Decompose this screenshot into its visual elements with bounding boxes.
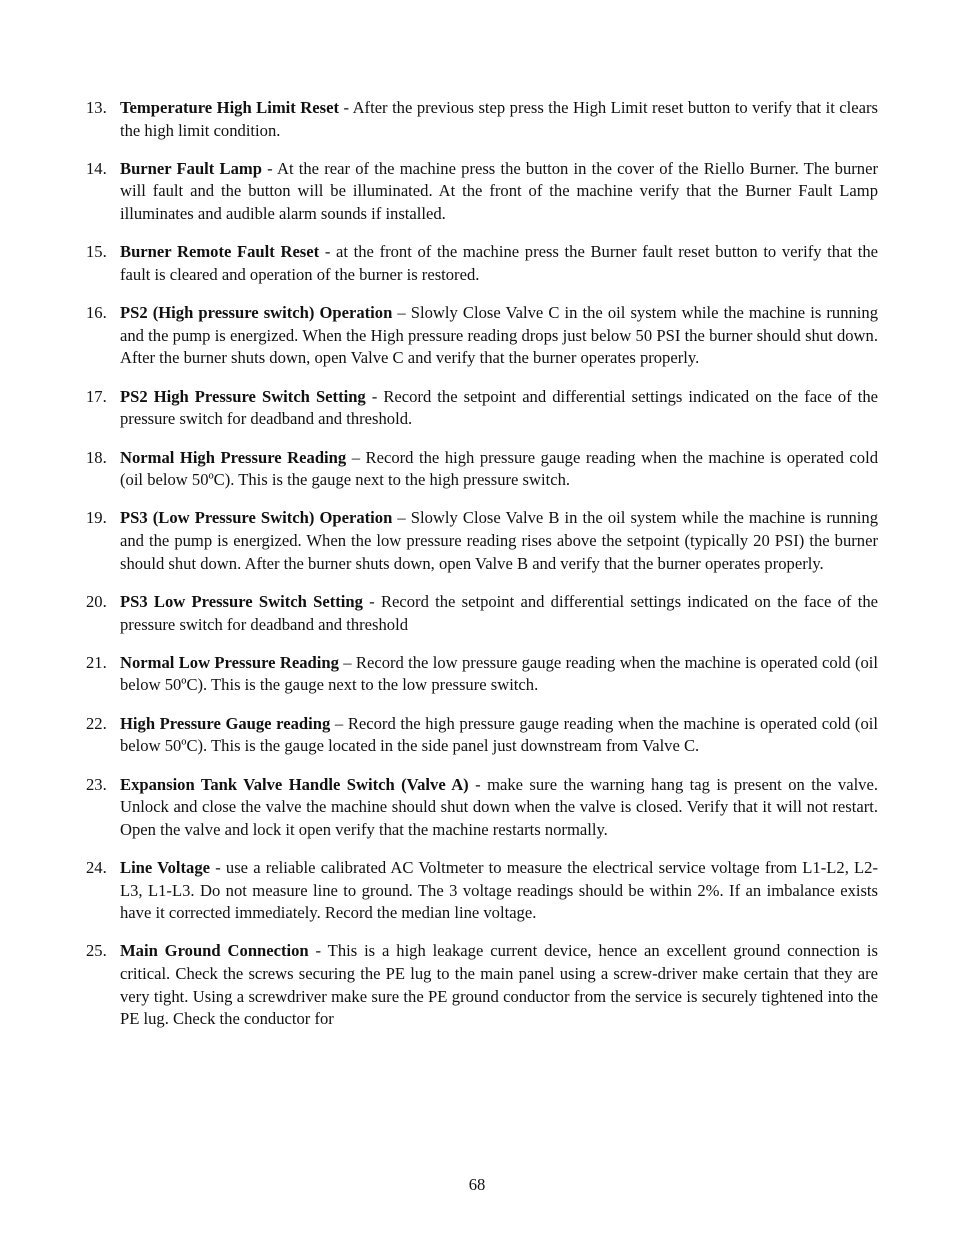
item-text: – Record the low pressure gauge reading when the machine is operated cold (oil below 50ºC). This is the gauge next to the low pressure switch. bbox=[120, 652, 878, 695]
item-number: 21. bbox=[86, 652, 107, 672]
item-text: - use a reliable calibrated AC Voltmeter to measure the electrical service voltage from L1-L2, L2-L3, L1-L3. Do not measure line to ground. The 3 voltage readings should be within 2%. If an imbalance exists have it corrected immediately. Record the median line voltage. bbox=[120, 858, 878, 923]
item-number: 24. bbox=[86, 858, 107, 877]
list-item bbox=[86, 158, 878, 226]
item-number: 19. bbox=[86, 508, 107, 528]
list-item bbox=[86, 97, 878, 142]
item-number: 23. bbox=[86, 774, 107, 794]
item-term: Main Ground Connection bbox=[120, 941, 309, 961]
item-text: – Record the high pressure gauge reading when the machine is operated cold (oil below 50ºC). This is the gauge next to the high pressure switch. bbox=[120, 447, 878, 490]
item-number: 14. bbox=[86, 158, 107, 178]
item-term: High Pressure Gauge reading bbox=[120, 713, 331, 733]
item-text: – Record the high pressure gauge reading when the machine is operated cold (oil below 50ºC). This is the gauge located in the side panel just downstream from Valve C. bbox=[120, 713, 878, 756]
list-item bbox=[86, 713, 878, 758]
item-text: - at the front of the machine press the Burner fault reset button to verify that the fault is cleared and operation of the burner is restored. bbox=[120, 242, 878, 284]
list-item bbox=[86, 652, 878, 697]
item-number: 15. bbox=[86, 242, 107, 262]
page-number: 68 bbox=[468, 1175, 486, 1194]
list-item bbox=[86, 241, 878, 286]
list-item bbox=[86, 774, 878, 842]
item-text: - This is a high leakage current device, hence an excellent ground connection is critical. Check the screws securing the PE lug to the main panel using a screw-driver make certain that they are very tight. Using a screwdriver make sure the PE ground conductor from the service is securely tightened into the PE lug. Check the conductor for bbox=[120, 941, 879, 1029]
list-item bbox=[86, 507, 878, 575]
item-term: Burner Remote Fault Reset bbox=[120, 242, 320, 262]
item-text: - Record the setpoint and differential settings indicated on the face of the pressure switch for deadband and threshold bbox=[120, 591, 878, 634]
numbered-list bbox=[86, 97, 878, 1047]
item-number: 18. bbox=[86, 447, 107, 467]
list-item bbox=[86, 447, 878, 492]
list-item bbox=[86, 302, 878, 370]
item-number: 16. bbox=[86, 303, 107, 323]
item-text: – Slowly Close Valve B in the oil system while the machine is running and the pump is energized. When the low pressure reading rises above the setpoint (typically 20 PSI) the burner should shut down. After the burner shuts down, open Valve B and verify that the burner operates properly. bbox=[120, 508, 878, 573]
item-number: 20. bbox=[86, 591, 107, 611]
item-number: 22. bbox=[86, 713, 107, 733]
item-text: - make sure the warning hang tag is present on the valve. Unlock and close the valve the machine should shut down when the valve is closed. Verify that it will not restart. Open the valve and lock it open verify that the machine restarts normally. bbox=[120, 774, 878, 839]
item-number: 13. bbox=[86, 98, 107, 117]
item-term: Normal High Pressure Reading bbox=[120, 447, 347, 467]
list-item bbox=[86, 940, 878, 1030]
list-item bbox=[86, 386, 878, 431]
item-term: Expansion Tank Valve Handle Switch (Valve A) bbox=[120, 774, 469, 794]
item-term: PS3 (Low Pressure Switch) Operation bbox=[120, 508, 393, 528]
item-text: - After the previous step press the High Limit reset button to verify that it clears the high limit condition. bbox=[120, 98, 878, 140]
item-term: PS2 High Pressure Switch Setting bbox=[120, 386, 366, 406]
item-number: 25. bbox=[86, 941, 107, 961]
list-item bbox=[86, 857, 878, 925]
list-item bbox=[86, 591, 878, 636]
item-number: 17. bbox=[86, 386, 107, 406]
item-text: – Slowly Close Valve C in the oil system while the machine is running and the pump is energized. When the High pressure reading drops just below 50 PSI the burner should shut down. After the burner shuts down, open Valve C and verify that the burner operates properly. bbox=[120, 303, 878, 368]
item-term: Normal Low Pressure Reading bbox=[120, 652, 339, 672]
item-term: Temperature High Limit Reset bbox=[120, 98, 339, 117]
item-text: - Record the setpoint and differential settings indicated on the face of the pressure switch for deadband and threshold. bbox=[120, 386, 878, 429]
item-term: PS2 (High pressure switch) Operation bbox=[120, 303, 393, 323]
item-text: - At the rear of the machine press the button in the cover of the Riello Burner. The burner will fault and the button will be illuminated. At the front of the machine verify that the Burner Fault Lamp illuminates and audible alarm sounds if installed. bbox=[120, 158, 878, 224]
item-term: Line Voltage bbox=[120, 858, 211, 877]
item-term: Burner Fault Lamp bbox=[120, 158, 262, 178]
item-term: PS3 Low Pressure Switch Setting bbox=[120, 591, 363, 611]
